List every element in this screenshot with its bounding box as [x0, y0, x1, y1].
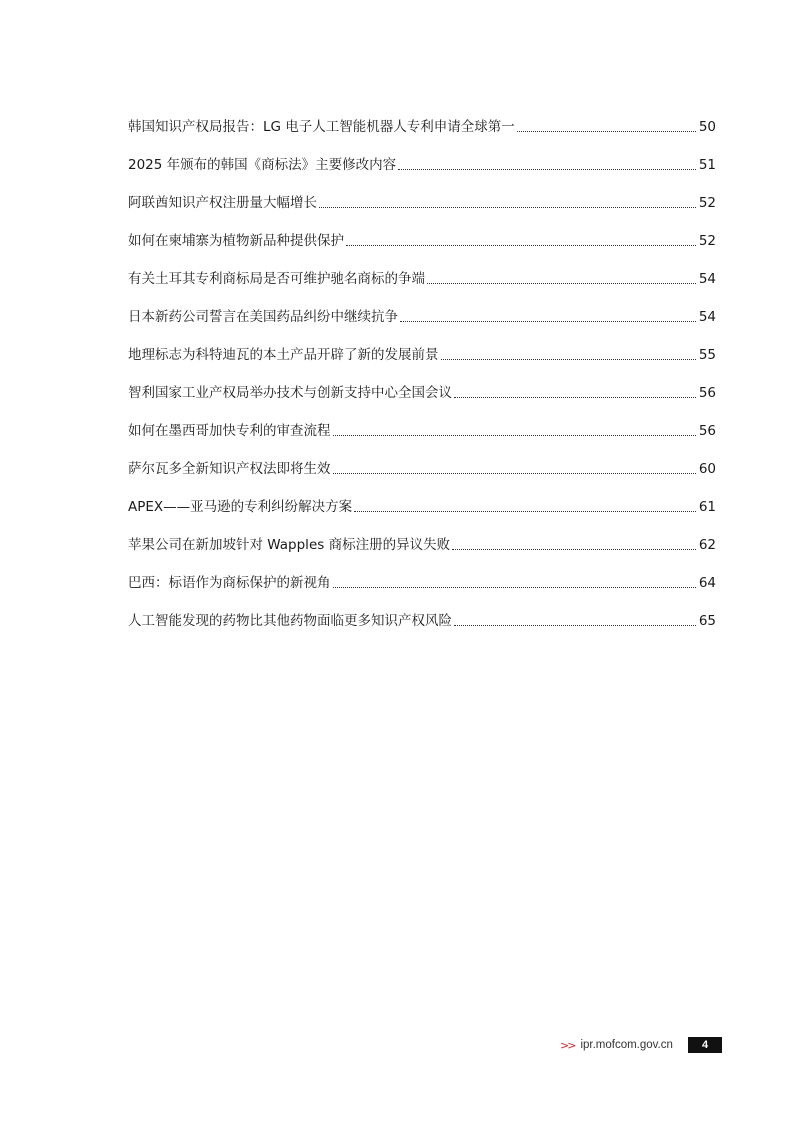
toc-entry[interactable] — [128, 213, 716, 251]
page-footer — [560, 1037, 722, 1053]
dot-leader — [333, 473, 697, 474]
toc-entry-title: 2025 年颁布的韩国《商标法》主要修改内容 — [128, 157, 397, 173]
dot-leader — [333, 435, 697, 436]
toc-entry-page: 64 — [698, 575, 716, 591]
toc-entry[interactable] — [128, 289, 716, 327]
dot-leader — [398, 169, 696, 170]
dot-leader — [452, 549, 696, 550]
toc-entry-title: 巴西：标语作为商标保护的新视角 — [128, 575, 331, 591]
toc-entry[interactable] — [128, 327, 716, 365]
toc-entry-page: 55 — [698, 347, 716, 363]
dot-leader — [441, 359, 697, 360]
dot-leader — [333, 587, 697, 588]
toc-entry-page: 56 — [698, 385, 716, 401]
toc-entry[interactable] — [128, 479, 716, 517]
toc-entry-page: 52 — [698, 195, 716, 211]
toc-entry-page: 51 — [698, 157, 716, 173]
double-chevron-right-icon: >> — [560, 1038, 575, 1052]
dot-leader — [319, 207, 696, 208]
toc-entry-page: 54 — [698, 309, 716, 325]
toc-entry[interactable] — [128, 365, 716, 403]
dot-leader — [454, 397, 696, 398]
toc-entry-title: 萨尔瓦多全新知识产权法即将生效 — [128, 461, 331, 477]
toc-entry[interactable] — [128, 403, 716, 441]
toc-entry[interactable] — [128, 441, 716, 479]
toc-entry-title: 苹果公司在新加坡针对 Wapples 商标注册的异议失败 — [128, 537, 451, 553]
toc-entry-page: 54 — [698, 271, 716, 287]
toc-entry-title: 智利国家工业产权局举办技术与创新支持中心全国会议 — [128, 385, 452, 401]
dot-leader — [346, 245, 696, 246]
table-of-contents — [128, 99, 716, 631]
dot-leader — [400, 321, 696, 322]
dot-leader — [517, 131, 696, 132]
toc-entry-page: 61 — [698, 499, 716, 515]
toc-entry-title: 韩国知识产权局报告：LG 电子人工智能机器人专利申请全球第一 — [128, 119, 515, 135]
toc-entry-page: 65 — [698, 613, 716, 629]
toc-entry-title: 人工智能发现的药物比其他药物面临更多知识产权风险 — [128, 613, 452, 629]
page-number-badge: 4 — [688, 1037, 722, 1053]
toc-entry[interactable] — [128, 593, 716, 631]
toc-entry[interactable] — [128, 517, 716, 555]
toc-entry-page: 62 — [698, 537, 716, 553]
toc-entry-title: APEX——亚马逊的专利纠纷解决方案 — [128, 499, 353, 515]
toc-entry[interactable] — [128, 555, 716, 593]
toc-entry-title: 阿联酋知识产权注册量大幅增长 — [128, 195, 317, 211]
toc-entry[interactable] — [128, 175, 716, 213]
dot-leader — [454, 625, 696, 626]
footer-website-link[interactable]: ipr.mofcom.gov.cn — [580, 1039, 673, 1051]
toc-entry-page: 56 — [698, 423, 716, 439]
toc-entry[interactable] — [128, 137, 716, 175]
toc-entry-title: 地理标志为科特迪瓦的本土产品开辟了新的发展前景 — [128, 347, 439, 363]
toc-entry[interactable] — [128, 251, 716, 289]
toc-entry-page: 60 — [698, 461, 716, 477]
toc-entry-title: 如何在柬埔寨为植物新品种提供保护 — [128, 233, 344, 249]
toc-entry-page: 52 — [698, 233, 716, 249]
toc-entry[interactable] — [128, 99, 716, 137]
toc-entry-page: 50 — [698, 119, 716, 135]
toc-entry-title: 有关土耳其专利商标局是否可维护驰名商标的争端 — [128, 271, 425, 287]
dot-leader — [427, 283, 696, 284]
toc-entry-title: 如何在墨西哥加快专利的审查流程 — [128, 423, 331, 439]
dot-leader — [354, 511, 696, 512]
toc-entry-title: 日本新药公司誓言在美国药品纠纷中继续抗争 — [128, 309, 398, 325]
